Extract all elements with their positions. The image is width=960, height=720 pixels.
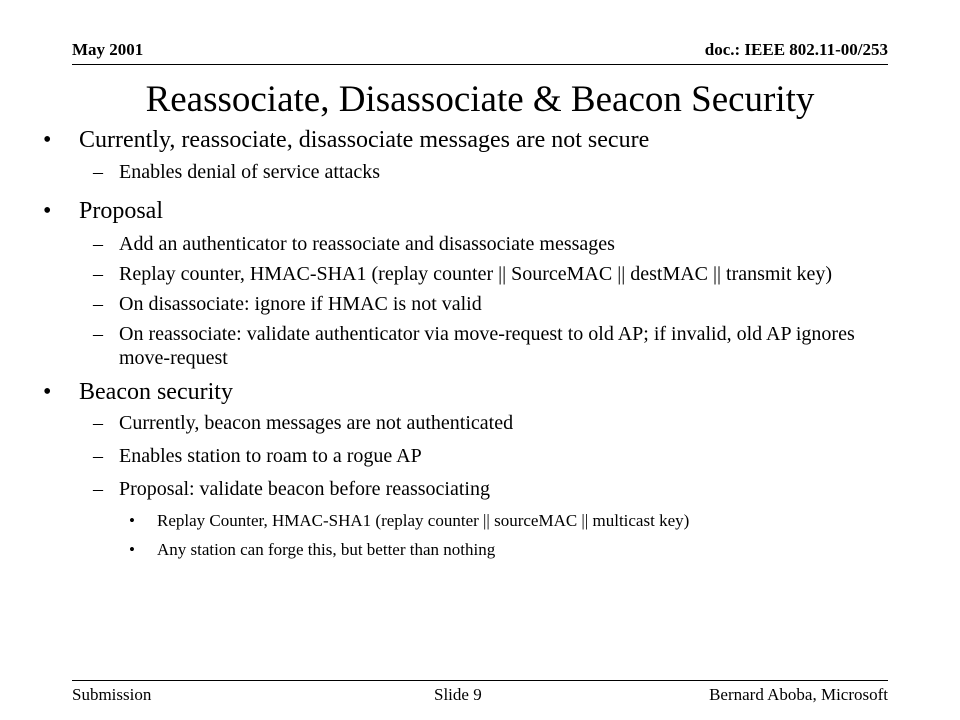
- sub-bullet-item: [0, 477, 960, 501]
- sub-bullet-item: [0, 292, 960, 316]
- dash-marker: –: [93, 445, 103, 467]
- header-date: May 2001: [72, 40, 144, 59]
- dash-marker: –: [93, 161, 103, 183]
- bullet-text: Proposal: [79, 198, 163, 224]
- sub-bullet-text: On disassociate: ignore if HMAC is not valid: [119, 293, 482, 315]
- dash-marker: –: [93, 263, 103, 285]
- sub-bullet-item: [0, 232, 960, 256]
- sub-bullet-text: Proposal: validate beacon before reassociating: [119, 478, 490, 500]
- footer-slide-number: Slide 9: [434, 685, 482, 704]
- bullet-text: Beacon security: [79, 379, 233, 405]
- bullet-marker: •: [43, 127, 52, 153]
- small-bullet-marker: •: [129, 511, 135, 530]
- sub-bullet-text: Replay counter, HMAC-SHA1 (replay counter || SourceMAC || destMAC || transmit key): [119, 263, 833, 285]
- small-bullet-marker: •: [129, 540, 135, 559]
- bullet-marker: •: [43, 379, 52, 405]
- sub-bullet-text: Currently, beacon messages are not authenticated: [119, 412, 514, 434]
- sub-bullet-item: [0, 322, 960, 370]
- bullet-item: [0, 378, 960, 406]
- sub-bullet-item: [0, 444, 960, 468]
- bullet-item: [0, 197, 960, 225]
- sub-bullet-text: On reassociate: validate authenticator via move-request to old AP; if invalid, old AP ignores move-request: [119, 323, 855, 369]
- dash-marker: –: [93, 293, 103, 315]
- sub-sub-bullet-text: Replay Counter, HMAC-SHA1 (replay counter || sourceMAC || multicast key): [157, 511, 690, 530]
- bullet-text: Currently, reassociate, disassociate messages are not secure: [79, 127, 650, 153]
- dash-marker: –: [93, 323, 103, 345]
- sub-sub-bullet-item: [0, 540, 960, 560]
- dash-marker: –: [93, 233, 103, 255]
- header-doc-id: doc.: IEEE 802.11-00/253: [704, 40, 888, 59]
- bullet-marker: •: [43, 198, 52, 224]
- sub-bullet-item: [0, 262, 960, 286]
- sub-bullet-text: Enables denial of service attacks: [119, 161, 380, 183]
- footer-submission: Submission: [72, 685, 152, 704]
- sub-bullet-item: [0, 160, 960, 184]
- footer-rule: [72, 680, 888, 681]
- slide-title: Reassociate, Disassociate & Beacon Security: [145, 79, 815, 120]
- dash-marker: –: [93, 478, 103, 500]
- sub-sub-bullet-text: Any station can forge this, but better than nothing: [157, 540, 496, 559]
- header-rule: [72, 64, 888, 65]
- dash-marker: –: [93, 412, 103, 434]
- slide-body: [0, 124, 960, 560]
- footer-author: Bernard Aboba, Microsoft: [709, 685, 888, 704]
- sub-bullet-text: Enables station to roam to a rogue AP: [119, 445, 422, 467]
- sub-sub-bullet-item: [0, 511, 960, 531]
- sub-bullet-text: Add an authenticator to reassociate and disassociate messages: [119, 233, 615, 255]
- bullet-item: [0, 126, 960, 154]
- sub-bullet-item: [0, 411, 960, 435]
